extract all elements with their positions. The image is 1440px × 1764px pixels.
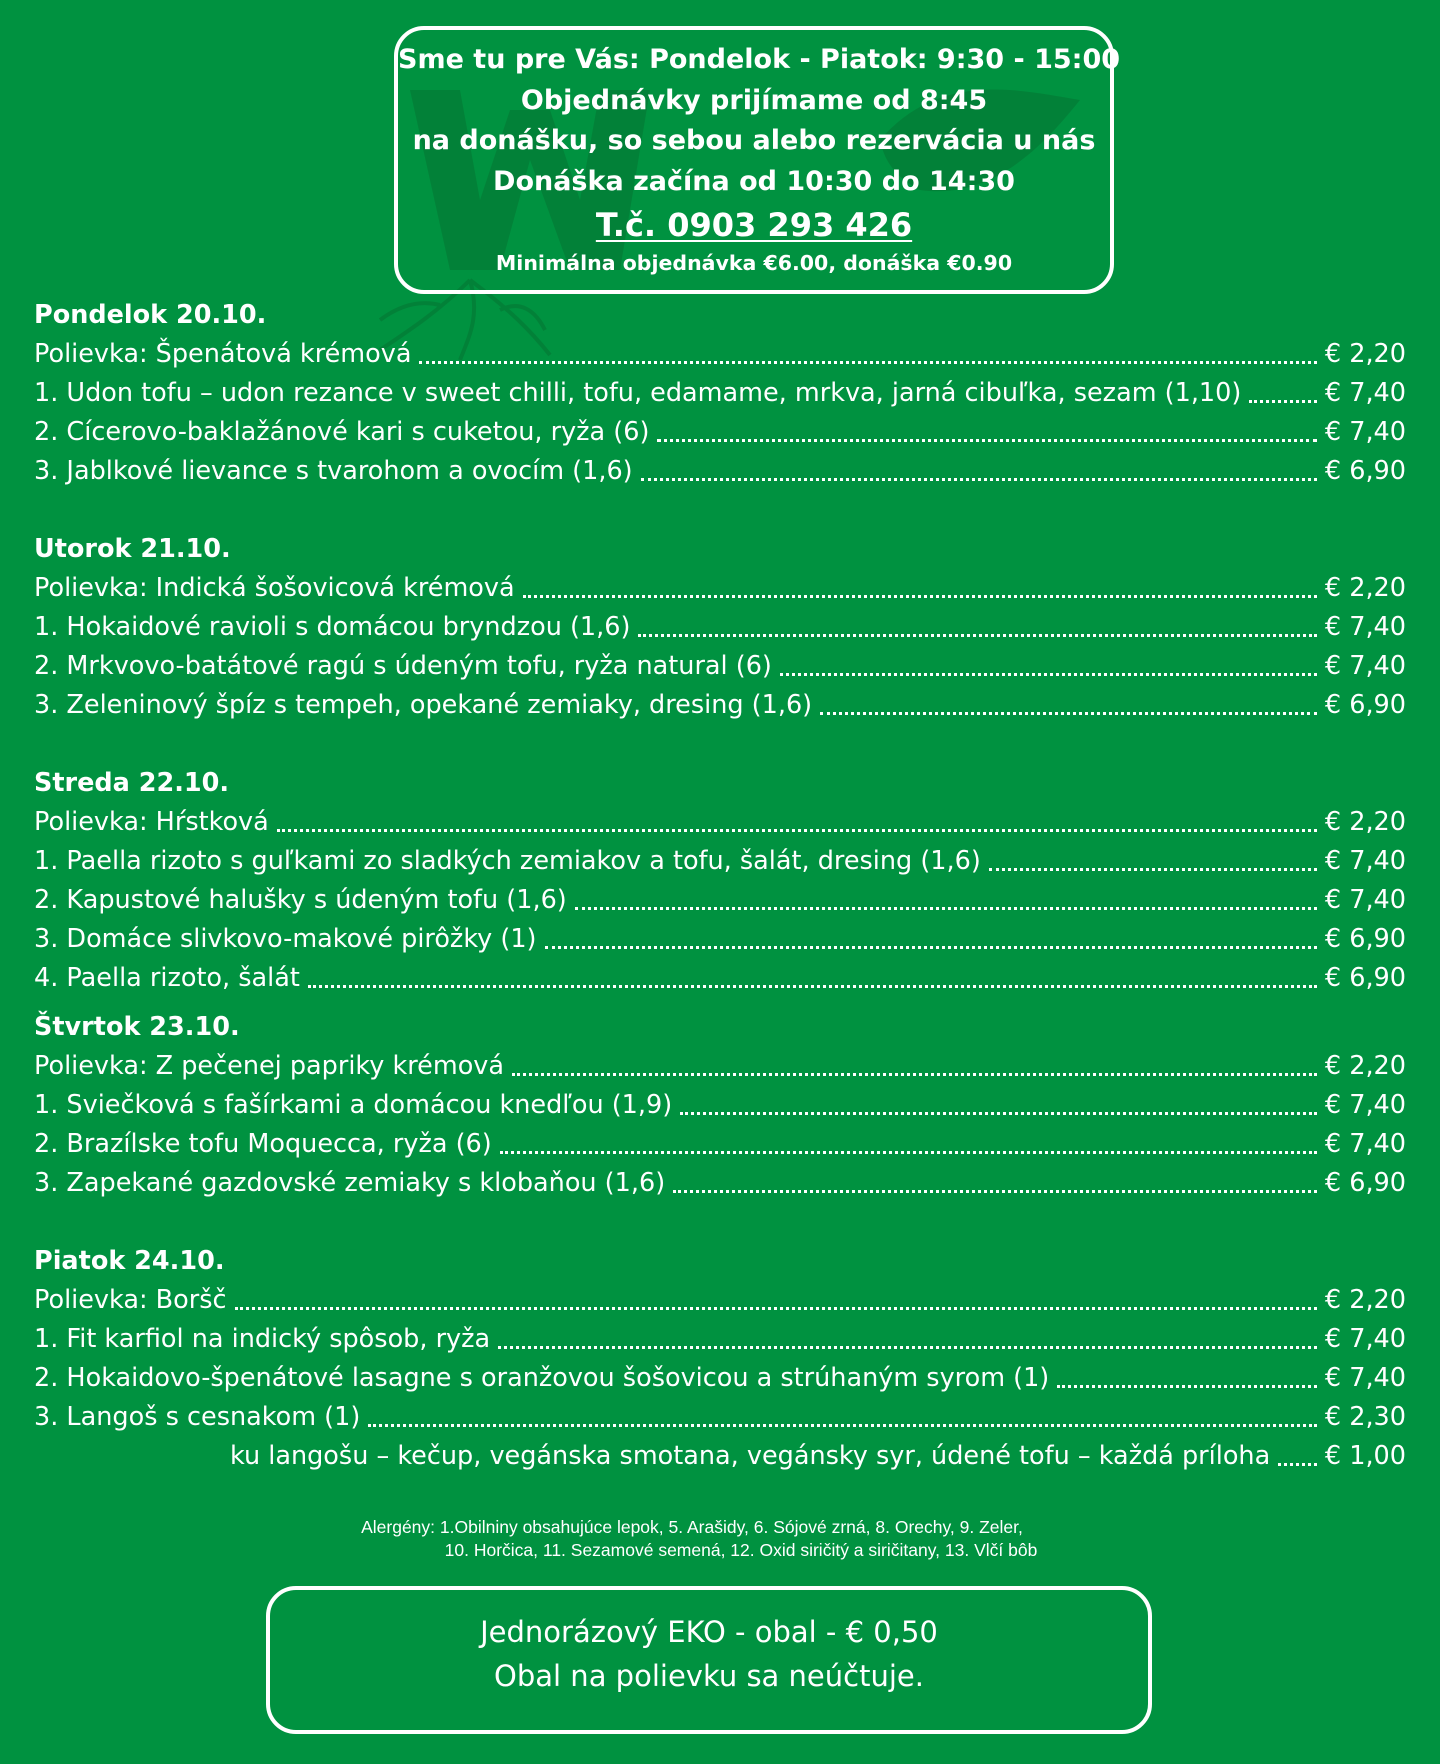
item-price: € 6,90 [1324,963,1406,993]
item-name: 2. Kapustové halušky s údeným tofu (1,6) [34,885,567,915]
menu-item [34,452,1406,491]
item-name: 2. Cícerovo-baklažánové kari s cuketou, ryža (6) [34,417,650,447]
menu-item-addon [34,1437,1406,1476]
item-price: € 1,00 [1324,1441,1406,1471]
item-name: 3. Zapekané gazdovské zemiaky s klobaňou (1,6) [34,1168,666,1198]
item-name: 1. Sviečková s fašírkami a domácou knedľou (1,9) [34,1090,673,1120]
dot-leader [1057,1364,1317,1394]
minimum-order: Minimálna objednávka €6.00, donáška €0.90 [495,251,1013,275]
item-name: 2. Brazílske tofu Moquecca, ryža (6) [34,1129,492,1159]
dot-leader [638,613,1316,643]
menu-item [34,1047,1406,1086]
item-price: € 2,30 [1324,1402,1406,1432]
menu-item [34,413,1406,452]
spacer [34,998,1406,1008]
menu-item [34,881,1406,920]
item-name: 2. Mrkvovo-batátové ragú s údeným tofu, ryža natural (6) [34,651,772,681]
dot-leader [498,1325,1317,1355]
opening-hours: Sme tu pre Vás: Pondelok - Piatok: 9:30 - 15:00 [398,44,1121,75]
day-section-friday [34,1242,1406,1476]
spacer [34,491,1406,530]
dot-leader [235,1286,1317,1316]
item-name: 3. Jablkové lievance s tvarohom a ovocím (1,6) [34,456,633,486]
item-name: 3. Domáce slivkovo-makové pirôžky (1) [34,924,537,954]
day-section-tuesday [34,530,1406,725]
item-price: € 7,40 [1324,651,1406,681]
dot-leader [1278,1442,1317,1472]
menu-item [34,608,1406,647]
menu-item [34,1359,1406,1398]
dot-leader [523,574,1317,604]
menu-item [34,959,1406,998]
menu-item [34,1398,1406,1437]
item-price: € 2,20 [1324,1285,1406,1315]
day-title: Piatok 24.10. [34,1246,225,1276]
dot-leader [368,1403,1317,1433]
menu-item [34,803,1406,842]
dot-leader [657,418,1316,448]
item-price: € 2,20 [1324,339,1406,369]
packaging-price: Jednorázový EKO - obal - € 0,50 [480,1615,938,1649]
item-name: 1. Fit karfiol na indický spôsob, ryža [34,1324,491,1354]
item-name: 1. Hokaidové ravioli s domácou bryndzou (1,6) [34,612,631,642]
item-price: € 7,40 [1324,1090,1406,1120]
menu-item [34,842,1406,881]
item-price: € 7,40 [1324,1363,1406,1393]
dot-leader [308,964,1317,994]
dot-leader [512,1052,1317,1082]
item-price: € 7,40 [1324,846,1406,876]
menu-item [34,1125,1406,1164]
item-price: € 7,40 [1324,378,1406,408]
item-price: € 7,40 [1324,417,1406,447]
menu-item [34,374,1406,413]
dot-leader [780,652,1317,682]
item-name: Polievka: Boršč [34,1285,227,1315]
item-price: € 7,40 [1324,612,1406,642]
packaging-box [266,1586,1152,1734]
item-name: Polievka: Špenátová krémová [34,339,412,369]
item-name: ku langošu – kečup, vegánska smotana, vegánsky syr, údené tofu – každá príloha [230,1441,1271,1471]
day-section-wednesday [34,764,1406,998]
order-acceptance: Objednávky prijímame od 8:45 [520,84,988,116]
spacer [34,1203,1406,1242]
dot-leader [989,847,1317,877]
item-price: € 6,90 [1324,690,1406,720]
weekly-menu [34,296,1406,1476]
item-price: € 7,40 [1324,885,1406,915]
item-name: 4. Paella rizoto, šalát [34,963,300,993]
item-price: € 6,90 [1324,1168,1406,1198]
info-box [394,26,1121,294]
day-title: Pondelok 20.10. [34,300,267,330]
dot-leader [500,1130,1317,1160]
day-title: Streda 22.10. [34,768,230,798]
menu-item [34,920,1406,959]
item-name: Polievka: Indická šošovicová krémová [34,573,515,603]
menu-item [34,1320,1406,1359]
soup-packaging-note: Obal na polievku sa neúčtuje. [494,1659,924,1693]
allergens-line: Alergény: 1.Obilniny obsahujúce lepok, 5. Arašidy, 6. Sójové zrná, 8. Orechy, 9. Zeler, [361,1517,1023,1537]
day-title: Utorok 21.10. [34,534,231,564]
menu-item [34,1164,1406,1203]
item-price: € 7,40 [1324,1129,1406,1159]
dot-leader [673,1169,1317,1199]
phone-number-link[interactable]: T.č. 0903 293 426 [595,206,913,244]
service-options: na donášku, so sebou alebo rezervácia u nás [412,125,1096,156]
dot-leader [419,340,1316,370]
menu-item [34,647,1406,686]
delivery-hours: Donáška začína od 10:30 do 14:30 [493,165,1015,197]
menu-item [34,335,1406,374]
dot-leader [545,925,1317,955]
item-price: € 6,90 [1324,924,1406,954]
dot-leader [575,886,1317,916]
menu-item [34,569,1406,608]
spacer [34,725,1406,764]
item-name: 1. Udon tofu – udon rezance v sweet chilli, tofu, edamame, mrkva, jarná cibuľka, sezam (1,10) [34,378,1242,408]
day-title: Štvrtok 23.10. [34,1012,240,1042]
menu-item [34,686,1406,725]
dot-leader [1249,379,1317,409]
dot-leader [277,808,1317,838]
item-price: € 2,20 [1324,1051,1406,1081]
item-name: Polievka: Z pečenej papriky krémová [34,1051,505,1081]
day-section-monday [34,296,1406,491]
item-price: € 2,20 [1324,573,1406,603]
item-price: € 2,20 [1324,807,1406,837]
menu-item [34,1086,1406,1125]
allergens-note [0,1516,1440,1562]
item-name: 3. Zeleninový špíz s tempeh, opekané zemiaky, dresing (1,6) [34,690,813,720]
item-price: € 6,90 [1324,456,1406,486]
item-name: 3. Langoš s cesnakom (1) [34,1402,361,1432]
menu-item [34,1281,1406,1320]
dot-leader [641,457,1317,487]
item-name: Polievka: Hŕstková [34,807,269,837]
dot-leader [680,1091,1317,1121]
item-name: 1. Paella rizoto s guľkami zo sladkých zemiakov a tofu, šalát, dresing (1,6) [34,846,981,876]
item-price: € 7,40 [1324,1324,1406,1354]
allergens-line: 10. Horčica, 11. Sezamové semená, 12. Oxid siričitý a siričitany, 13. Vlčí bôb [444,1540,1038,1560]
dot-leader [820,691,1317,721]
item-name: 2. Hokaidovo-špenátové lasagne s oranžovou šošovicou a strúhaným syrom (1) [34,1363,1050,1393]
day-section-thursday [34,1008,1406,1203]
